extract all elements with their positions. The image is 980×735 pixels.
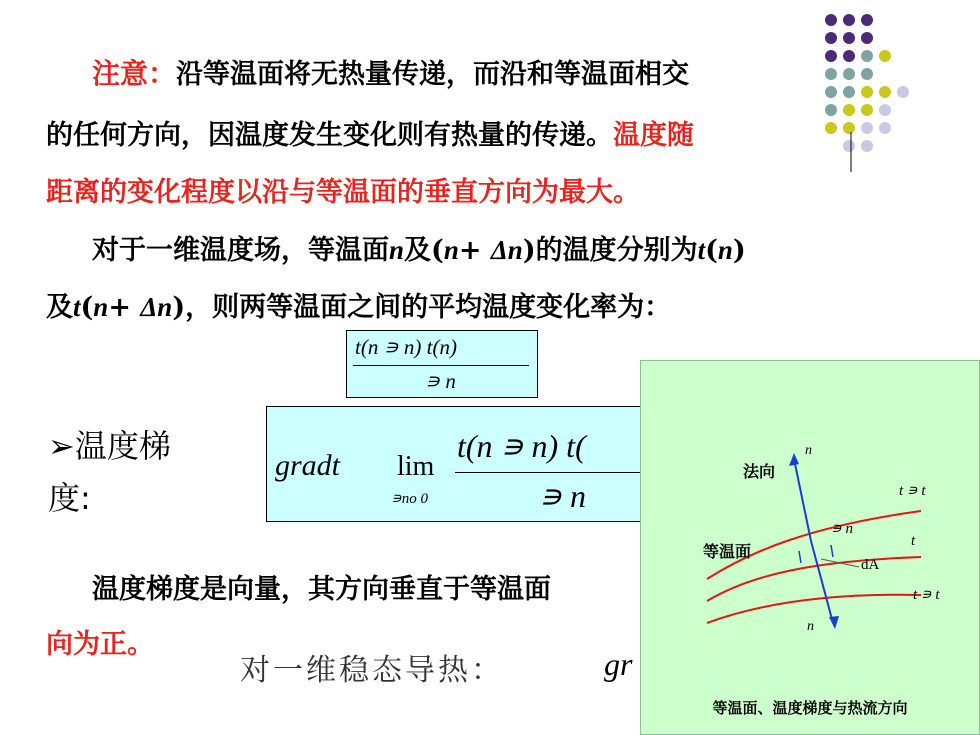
isotherm-label: 等温面 [703, 542, 752, 561]
p2l2-delta-n: Δn [140, 292, 173, 322]
gradient-label [48, 420, 171, 524]
paragraph1-line2-text: 的任何方向，因温度发生变化则有热量的传递。 [46, 120, 613, 151]
p2-text-c: )的温度分别为 [522, 235, 698, 266]
formula1-denominator: ∍ n [425, 369, 456, 393]
p2l2-plus: + [108, 292, 141, 323]
delta-n-label: ∍ n [831, 521, 854, 537]
paragraph1-line3: 距离的变化程度以沿与等温面的垂直方向为最大。 [46, 177, 640, 208]
area-mark-left [799, 551, 801, 563]
normal-vector-top: n [805, 443, 812, 458]
p2-text-a: 对于一维温度场，等温面 [92, 235, 389, 266]
p2-var-n3: n [717, 235, 733, 265]
p2-plus: + [458, 235, 491, 266]
paragraph1-line1 [92, 52, 689, 92]
gradient-denominator: ∍ n [539, 478, 586, 514]
curve-top-label: t ∍ t [899, 483, 926, 499]
decorative-dot-grid [823, 12, 923, 172]
curve-bottom-label: t ∍ t [913, 587, 940, 603]
gradient-lhs: gradt [275, 449, 341, 482]
p2l2-text-a: 及 [46, 292, 73, 323]
curve-middle-label: t [911, 533, 916, 549]
gradient-label-line2: 度: [48, 479, 91, 517]
isotherm-diagram-panel [640, 360, 980, 735]
paragraph3-line2: 向为正。 [46, 629, 154, 660]
normal-line [794, 459, 811, 541]
area-mark-right [831, 545, 833, 557]
p2-paren-open: ( [705, 235, 718, 266]
isotherm-curve-bottom [707, 595, 921, 623]
p2-var-t: t [697, 235, 706, 265]
normal-vector-bottom: n [807, 619, 814, 634]
gradient-lim: lim [397, 451, 435, 482]
paragraph2-line2 [46, 285, 671, 324]
paragraph2-line1 [92, 228, 746, 267]
paragraph1-line2-red: 温度随 [613, 120, 694, 151]
paragraph3-line1: 温度梯度是向量，其方向垂直于等温面 [92, 574, 551, 605]
normal-arrowhead-up [789, 453, 799, 466]
gradient-label-line1: ➢温度梯 [48, 427, 171, 465]
heat-flow-line [811, 541, 833, 623]
average-rate-formula [346, 330, 538, 398]
normal-label: 法向 [743, 462, 776, 481]
p2-var-n: n [389, 235, 405, 265]
note-label: 注意： [92, 57, 177, 90]
p2-delta-n: Δn [490, 235, 523, 265]
gradient-formula [266, 406, 668, 522]
gradient-lim-sub: ∍no 0 [391, 491, 429, 507]
area-label: dA [861, 557, 880, 573]
p2l2-var-n: n [93, 292, 109, 322]
steady-conduction-label: 对一维稳态导热： [240, 653, 504, 688]
p2-var-n2: n [443, 235, 459, 265]
paragraph1-line2 [46, 113, 694, 152]
diagram-caption: 等温面、温度梯度与热流方向 [712, 699, 908, 717]
gradient-numerator: t(n ∍ n) t( [457, 428, 586, 464]
paragraph1-line1-text: 沿等温面将无热量传递，而沿和等温面相交 [176, 59, 690, 90]
formula1-numerator: t(n ∍ n) t(n) [355, 335, 457, 359]
steady-formula-fragment: gr [604, 646, 633, 682]
p2l2-var-t: t [73, 292, 81, 322]
area-leader-line [821, 559, 859, 567]
p2l2-paren: ( [80, 292, 94, 323]
heat-flow-arrowhead-down [829, 616, 839, 629]
p2-paren-close: ) [732, 235, 746, 266]
p2l2-text-c: )，则两等温面之间的平均温度变化率为： [172, 292, 672, 323]
formula1-fraction-bar [353, 365, 529, 366]
gradient-fraction-bar [455, 472, 668, 473]
p2-text-b: 及( [404, 235, 444, 266]
